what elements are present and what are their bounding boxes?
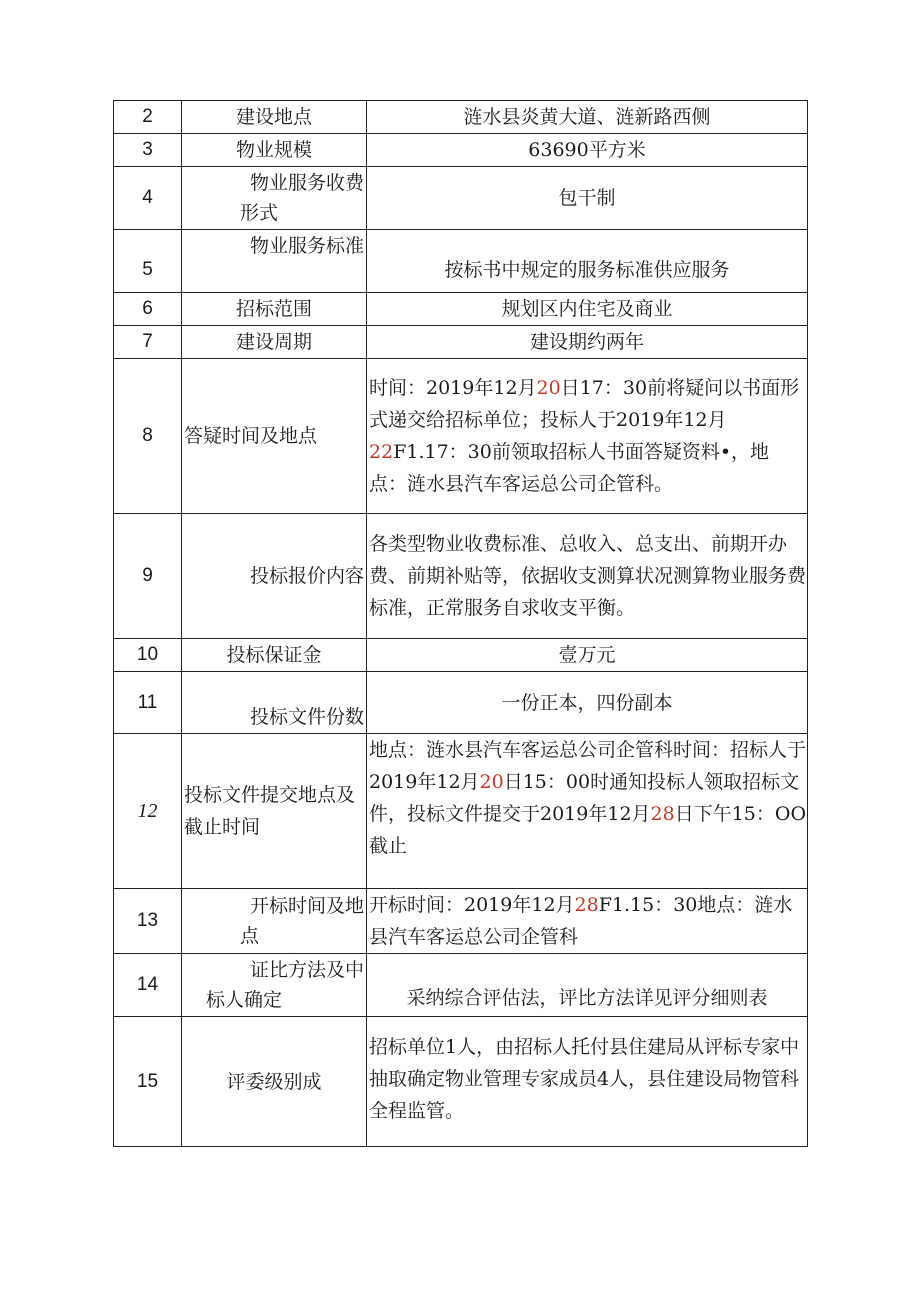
row-value: 一份正本，四份副本 [367,672,808,734]
table-row [114,734,808,889]
row-number: 5 [114,230,182,293]
row-label-line: 物业服务收费 [249,172,364,194]
table-row [114,293,808,326]
row-label-line: 标人确定 [206,989,283,1011]
row-label: 投标文件份数 [182,672,367,734]
highlighted-date: 20 [479,771,504,793]
row-number: 6 [114,293,182,326]
row-label: 评委级别成 [182,1017,367,1147]
text-segment: 日17：30前将疑问以书面形式递交给招标单位；投标人于2019年12月 [369,377,800,431]
row-number: 10 [114,639,182,672]
row-value: 涟水县炎黄大道、涟新路西侧 [367,101,808,134]
row-label: 招标范围 [182,293,367,326]
row-label: 投标文件提交地点及截止时间 [182,734,367,889]
tender-info-table [113,100,808,1147]
row-value [367,734,808,889]
table-row [114,101,808,134]
row-number: 15 [114,1017,182,1147]
table-row [114,672,808,734]
row-label [182,954,367,1017]
row-number: 13 [114,889,182,954]
row-label: 建设周期 [182,326,367,359]
row-number: 9 [114,514,182,639]
row-label: 建设地点 [182,101,367,134]
text-segment: 地点：涟水县汽车客运总公司企管科时间：招标人于2019年12月 [369,739,807,793]
row-value: 招标单位1人，由招标人托付县住建局从评标专家中抽取确定物业管理专家成员4人，县住建设局物管科全程监管。 [367,1017,808,1147]
row-number: 2 [114,101,182,134]
table-row [114,1017,808,1147]
table-row [114,326,808,359]
row-number: 14 [114,954,182,1017]
row-number: 3 [114,134,182,167]
table-row [114,134,808,167]
table-row [114,889,808,954]
row-label-line: 证比方法及中 [249,959,364,981]
text-segment: 时间：2019年12月 [369,377,537,399]
row-number: 7 [114,326,182,359]
text-segment: 开标时间：2019年12月 [369,894,575,916]
row-label-line: 开标时间及地 [249,895,364,917]
text-segment: F1.17：30前领取招标人书面答疑资料•，地点：涟水县汽车客运总公司企管科。 [369,441,770,495]
row-label-line: 点 [240,925,260,947]
text-segment: F1.15：30地点：涟水县汽车客运总公司企管科 [369,894,793,948]
row-label-line: 形式 [240,202,279,224]
table-row [114,954,808,1017]
row-value: 采纳综合评估法，评比方法详见评分细则表 [367,954,808,1017]
row-value [367,889,808,954]
row-number: 12 [114,734,182,889]
row-value: 规划区内住宅及商业 [367,293,808,326]
text-segment: 日15：00时通知投标人领取招标文件，投标文件提交于2019年12月 [369,771,800,825]
row-value: 壹万元 [367,639,808,672]
highlighted-date: 28 [650,803,675,825]
row-number: 11 [114,672,182,734]
row-label: 投标保证金 [182,639,367,672]
row-label: 答疑时间及地点 [182,359,367,514]
table-row [114,359,808,514]
highlighted-date: 22 [369,441,394,463]
highlighted-date: 28 [574,894,599,916]
table-row [114,167,808,230]
row-number: 4 [114,167,182,230]
row-value [367,359,808,514]
row-label: 投标报价内容 [182,514,367,639]
text-segment: 日下午15：OO截止 [369,803,807,857]
row-label: 物业服务标准 [182,230,367,293]
row-value: 建设期约两年 [367,326,808,359]
row-label: 物业规模 [182,134,367,167]
row-label [182,167,367,230]
table-row [114,230,808,293]
row-number: 8 [114,359,182,514]
row-value: 包干制 [367,167,808,230]
table-row [114,514,808,639]
highlighted-date: 20 [536,377,561,399]
table-row [114,639,808,672]
row-value: 按标书中规定的服务标准供应服务 [367,230,808,293]
row-label [182,889,367,954]
row-value: 各类型物业收费标准、总收入、总支出、前期开办费、前期补贴等，依据收支测算状况测算物业服务费标准，正常服务自求收支平衡。 [367,514,808,639]
row-value: 63690平方米 [367,134,808,167]
